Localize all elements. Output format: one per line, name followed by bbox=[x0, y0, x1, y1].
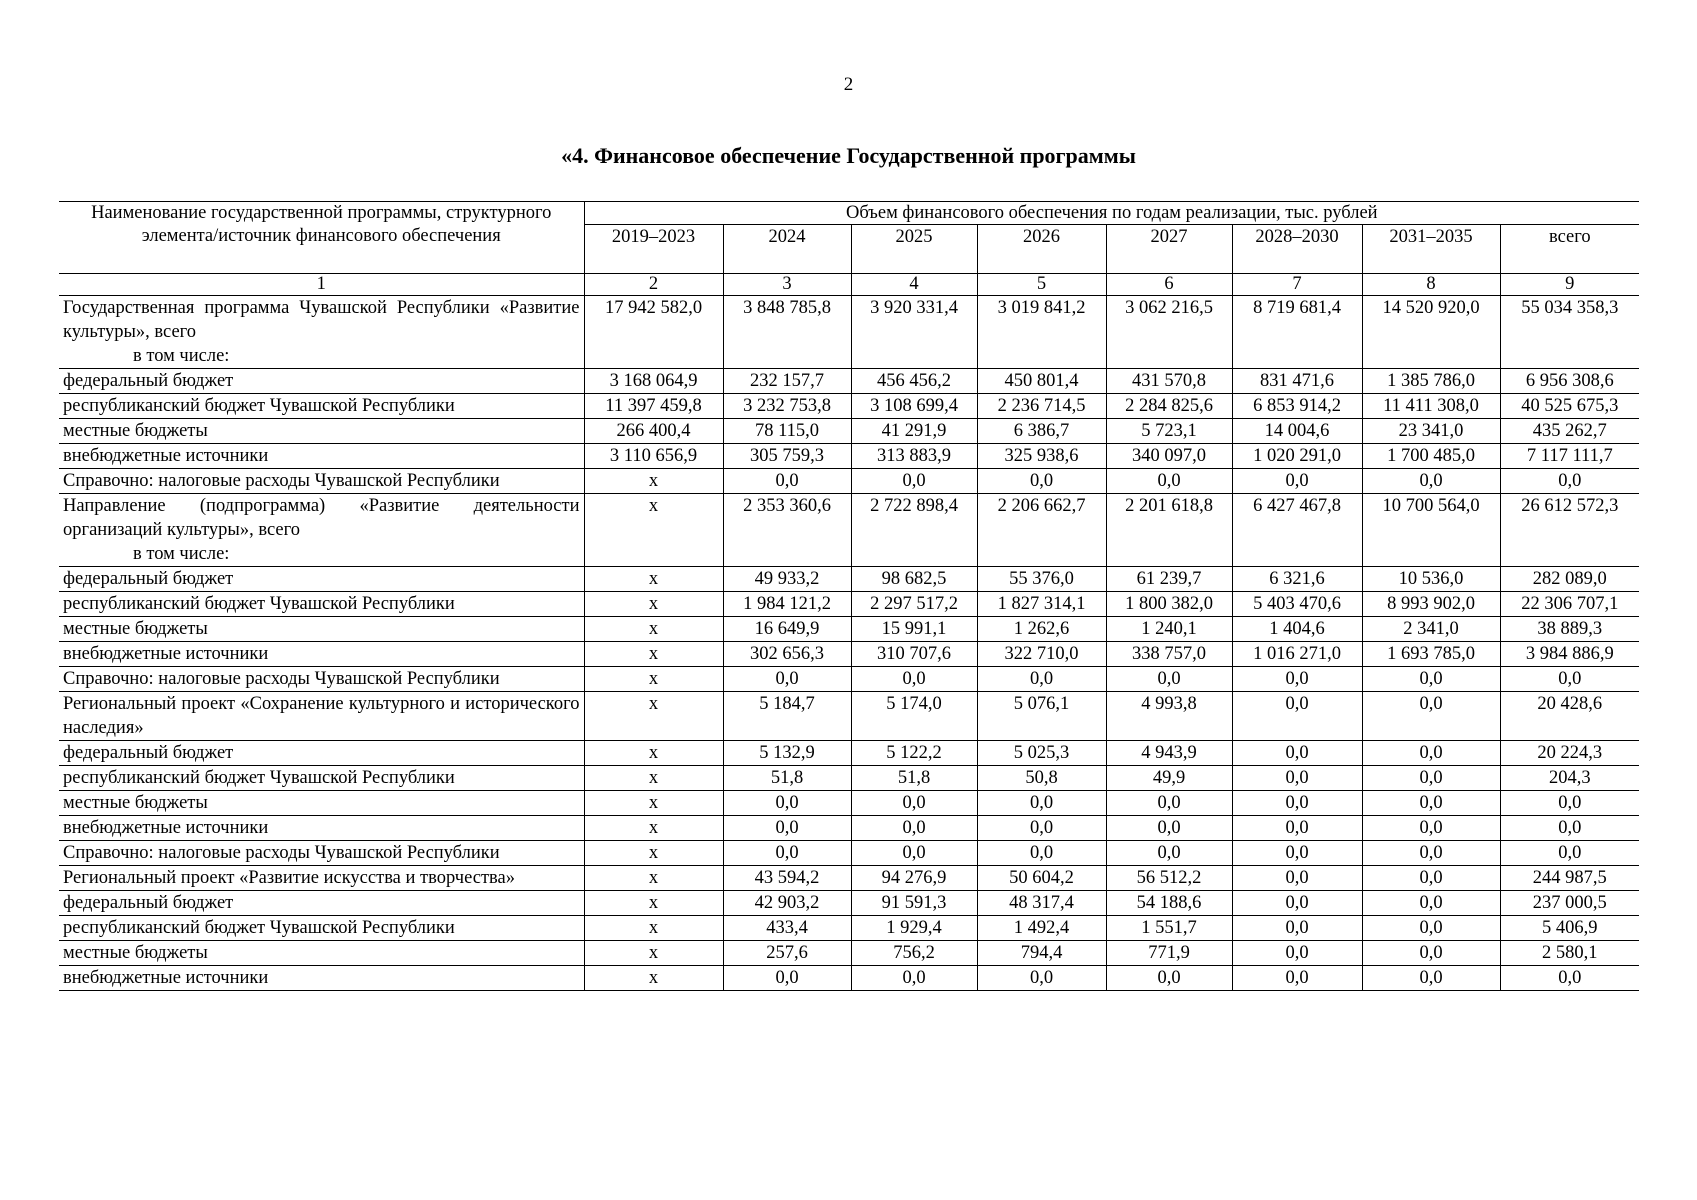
row-name-cell bbox=[59, 866, 584, 891]
row-name-cell bbox=[59, 741, 584, 766]
value-cell: 0,0 bbox=[1500, 841, 1639, 866]
table-row bbox=[59, 419, 1639, 444]
table-row bbox=[59, 941, 1639, 966]
value-cell: 0,0 bbox=[1362, 891, 1500, 916]
value-cell: 0,0 bbox=[723, 841, 851, 866]
column-number-cell: 4 bbox=[851, 274, 977, 296]
row-name: республиканский бюджет Чувашской Республики bbox=[63, 594, 455, 614]
row-name-cell bbox=[59, 494, 584, 567]
value-cell: 0,0 bbox=[1232, 667, 1362, 692]
table-row bbox=[59, 617, 1639, 642]
value-cell: 0,0 bbox=[1362, 916, 1500, 941]
value-cell: 6 427 467,8 bbox=[1232, 494, 1362, 567]
value-cell: 55 034 358,3 bbox=[1500, 296, 1639, 369]
row-name-cell bbox=[59, 444, 584, 469]
value-cell: 1 404,6 bbox=[1232, 617, 1362, 642]
value-cell: 10 536,0 bbox=[1362, 567, 1500, 592]
table-row bbox=[59, 916, 1639, 941]
value-cell: 8 719 681,4 bbox=[1232, 296, 1362, 369]
value-cell: 0,0 bbox=[851, 841, 977, 866]
value-cell: 1 020 291,0 bbox=[1232, 444, 1362, 469]
value-cell: 51,8 bbox=[851, 766, 977, 791]
value-cell: 0,0 bbox=[1500, 667, 1639, 692]
row-name: местные бюджеты bbox=[63, 421, 208, 441]
value-cell: х bbox=[584, 494, 723, 567]
value-cell: 0,0 bbox=[1232, 766, 1362, 791]
row-name-cell bbox=[59, 469, 584, 494]
row-name-cell bbox=[59, 816, 584, 841]
value-cell: 0,0 bbox=[723, 469, 851, 494]
value-cell: 5 132,9 bbox=[723, 741, 851, 766]
value-cell: 0,0 bbox=[1362, 816, 1500, 841]
header-year-cell: 2031–2035 bbox=[1362, 225, 1500, 274]
value-cell: 282 089,0 bbox=[1500, 567, 1639, 592]
value-cell: 40 525 675,3 bbox=[1500, 394, 1639, 419]
value-cell: х bbox=[584, 469, 723, 494]
value-cell: 50 604,2 bbox=[977, 866, 1106, 891]
value-cell: 0,0 bbox=[1362, 692, 1500, 741]
value-cell: 2 236 714,5 bbox=[977, 394, 1106, 419]
value-cell: х bbox=[584, 916, 723, 941]
row-name-cell bbox=[59, 394, 584, 419]
value-cell: 0,0 bbox=[851, 667, 977, 692]
row-name-cell bbox=[59, 592, 584, 617]
value-cell: 1 240,1 bbox=[1106, 617, 1232, 642]
value-cell: 78 115,0 bbox=[723, 419, 851, 444]
value-cell: 0,0 bbox=[977, 667, 1106, 692]
table-row bbox=[59, 592, 1639, 617]
value-cell: 1 551,7 bbox=[1106, 916, 1232, 941]
value-cell: 244 987,5 bbox=[1500, 866, 1639, 891]
row-subtitle: в том числе: bbox=[133, 346, 230, 366]
value-cell: 2 341,0 bbox=[1362, 617, 1500, 642]
value-cell: 15 991,1 bbox=[851, 617, 977, 642]
row-name: республиканский бюджет Чувашской Республики bbox=[63, 396, 455, 416]
value-cell: 54 188,6 bbox=[1106, 891, 1232, 916]
value-cell: 0,0 bbox=[1106, 469, 1232, 494]
table-body bbox=[59, 296, 1639, 991]
value-cell: 0,0 bbox=[1362, 941, 1500, 966]
value-cell: 0,0 bbox=[723, 966, 851, 991]
page-number: 2 bbox=[843, 74, 854, 95]
value-cell: 55 376,0 bbox=[977, 567, 1106, 592]
value-cell: 6 386,7 bbox=[977, 419, 1106, 444]
value-cell: 48 317,4 bbox=[977, 891, 1106, 916]
value-cell: 5 184,7 bbox=[723, 692, 851, 741]
table-row bbox=[59, 741, 1639, 766]
value-cell: 0,0 bbox=[1500, 966, 1639, 991]
row-name: Региональный проект «Развитие искусства и творчества» bbox=[63, 868, 516, 888]
value-cell: 14 520 920,0 bbox=[1362, 296, 1500, 369]
row-name: федеральный бюджет bbox=[63, 569, 234, 589]
table-row bbox=[59, 444, 1639, 469]
value-cell: 26 612 572,3 bbox=[1500, 494, 1639, 567]
row-name-cell bbox=[59, 567, 584, 592]
value-cell: 1 700 485,0 bbox=[1362, 444, 1500, 469]
column-number-cell: 2 bbox=[584, 274, 723, 296]
value-cell: 0,0 bbox=[1500, 816, 1639, 841]
row-name-cell bbox=[59, 766, 584, 791]
row-name: Направление (подпрограмма) «Развитие деятельности организаций культуры», всего bbox=[63, 496, 580, 540]
value-cell: 0,0 bbox=[1106, 791, 1232, 816]
value-cell: 20 224,3 bbox=[1500, 741, 1639, 766]
value-cell: 0,0 bbox=[1232, 891, 1362, 916]
value-cell: 1 492,4 bbox=[977, 916, 1106, 941]
header-year-cell: всего bbox=[1500, 225, 1639, 274]
value-cell: 0,0 bbox=[1232, 469, 1362, 494]
table-row bbox=[59, 296, 1639, 369]
header-year-cell: 2026 bbox=[977, 225, 1106, 274]
row-name: Региональный проект «Сохранение культурного и исторического наследия» bbox=[63, 694, 580, 738]
row-name: внебюджетные источники bbox=[63, 968, 269, 988]
value-cell: 20 428,6 bbox=[1500, 692, 1639, 741]
row-name: внебюджетные источники bbox=[63, 446, 269, 466]
value-cell: 204,3 bbox=[1500, 766, 1639, 791]
row-name-cell bbox=[59, 891, 584, 916]
column-number-row bbox=[59, 274, 1639, 296]
table-row bbox=[59, 816, 1639, 841]
row-name: местные бюджеты bbox=[63, 943, 208, 963]
page-title: «4. Финансовое обеспечение Государственной программы bbox=[561, 143, 1136, 168]
row-name: внебюджетные источники bbox=[63, 644, 269, 664]
value-cell: 0,0 bbox=[1106, 841, 1232, 866]
value-cell: х bbox=[584, 667, 723, 692]
row-name-cell bbox=[59, 692, 584, 741]
value-cell: 433,4 bbox=[723, 916, 851, 941]
value-cell: 6 956 308,6 bbox=[1500, 369, 1639, 394]
table-row bbox=[59, 841, 1639, 866]
row-name-cell bbox=[59, 369, 584, 394]
value-cell: 0,0 bbox=[723, 791, 851, 816]
value-cell: х bbox=[584, 592, 723, 617]
value-cell: 310 707,6 bbox=[851, 642, 977, 667]
value-cell: 3 168 064,9 bbox=[584, 369, 723, 394]
row-name: республиканский бюджет Чувашской Республики bbox=[63, 918, 455, 938]
value-cell: х bbox=[584, 841, 723, 866]
value-cell: 23 341,0 bbox=[1362, 419, 1500, 444]
value-cell: 1 693 785,0 bbox=[1362, 642, 1500, 667]
value-cell: х bbox=[584, 941, 723, 966]
header-row-top bbox=[59, 202, 1639, 225]
value-cell: 0,0 bbox=[1106, 966, 1232, 991]
value-cell: 305 759,3 bbox=[723, 444, 851, 469]
value-cell: х bbox=[584, 766, 723, 791]
value-cell: х bbox=[584, 966, 723, 991]
value-cell: 2 722 898,4 bbox=[851, 494, 977, 567]
value-cell: 2 353 360,6 bbox=[723, 494, 851, 567]
value-cell: 5 122,2 bbox=[851, 741, 977, 766]
table-row bbox=[59, 394, 1639, 419]
value-cell: 17 942 582,0 bbox=[584, 296, 723, 369]
value-cell: 1 827 314,1 bbox=[977, 592, 1106, 617]
value-cell: х bbox=[584, 642, 723, 667]
value-cell: 5 076,1 bbox=[977, 692, 1106, 741]
row-name: местные бюджеты bbox=[63, 619, 208, 639]
value-cell: 2 580,1 bbox=[1500, 941, 1639, 966]
value-cell: 11 411 308,0 bbox=[1362, 394, 1500, 419]
row-name: Справочно: налоговые расходы Чувашской Республики bbox=[63, 669, 500, 689]
row-subtitle: в том числе: bbox=[133, 544, 230, 564]
value-cell: 237 000,5 bbox=[1500, 891, 1639, 916]
value-cell: 14 004,6 bbox=[1232, 419, 1362, 444]
value-cell: 0,0 bbox=[1106, 816, 1232, 841]
value-cell: 43 594,2 bbox=[723, 866, 851, 891]
table-row bbox=[59, 791, 1639, 816]
value-cell: 49,9 bbox=[1106, 766, 1232, 791]
value-cell: 0,0 bbox=[977, 841, 1106, 866]
row-name: Справочно: налоговые расходы Чувашской Республики bbox=[63, 843, 500, 863]
value-cell: 5 025,3 bbox=[977, 741, 1106, 766]
value-cell: 340 097,0 bbox=[1106, 444, 1232, 469]
column-number-cell: 3 bbox=[723, 274, 851, 296]
value-cell: 0,0 bbox=[851, 469, 977, 494]
value-cell: х bbox=[584, 816, 723, 841]
value-cell: 1 929,4 bbox=[851, 916, 977, 941]
value-cell: 0,0 bbox=[977, 966, 1106, 991]
row-name-cell bbox=[59, 941, 584, 966]
header-year-cell: 2027 bbox=[1106, 225, 1232, 274]
value-cell: 0,0 bbox=[1232, 791, 1362, 816]
value-cell: 3 848 785,8 bbox=[723, 296, 851, 369]
value-cell: 831 471,6 bbox=[1232, 369, 1362, 394]
table-row bbox=[59, 692, 1639, 741]
row-name-cell bbox=[59, 419, 584, 444]
value-cell: 2 206 662,7 bbox=[977, 494, 1106, 567]
header-year-cell: 2024 bbox=[723, 225, 851, 274]
value-cell: 61 239,7 bbox=[1106, 567, 1232, 592]
row-name-cell bbox=[59, 642, 584, 667]
row-name-cell bbox=[59, 296, 584, 369]
value-cell: х bbox=[584, 617, 723, 642]
row-name: республиканский бюджет Чувашской Республики bbox=[63, 768, 455, 788]
row-name: федеральный бюджет bbox=[63, 743, 234, 763]
value-cell: 0,0 bbox=[1232, 916, 1362, 941]
value-cell: 0,0 bbox=[1232, 841, 1362, 866]
value-cell: 794,4 bbox=[977, 941, 1106, 966]
row-name: Государственная программа Чувашской Республики «Развитие культуры», всего bbox=[63, 298, 580, 342]
value-cell: 42 903,2 bbox=[723, 891, 851, 916]
value-cell: х bbox=[584, 741, 723, 766]
table-row bbox=[59, 667, 1639, 692]
value-cell: 0,0 bbox=[851, 816, 977, 841]
column-number-cell: 7 bbox=[1232, 274, 1362, 296]
header-year-cell: 2028–2030 bbox=[1232, 225, 1362, 274]
value-cell: 0,0 bbox=[723, 816, 851, 841]
value-cell: 38 889,3 bbox=[1500, 617, 1639, 642]
table-row bbox=[59, 966, 1639, 991]
value-cell: 10 700 564,0 bbox=[1362, 494, 1500, 567]
value-cell: 0,0 bbox=[851, 966, 977, 991]
value-cell: 0,0 bbox=[1362, 866, 1500, 891]
value-cell: х bbox=[584, 866, 723, 891]
value-cell: 3 920 331,4 bbox=[851, 296, 977, 369]
value-cell: 0,0 bbox=[977, 469, 1106, 494]
value-cell: х bbox=[584, 791, 723, 816]
table-row bbox=[59, 642, 1639, 667]
value-cell: х bbox=[584, 567, 723, 592]
value-cell: 98 682,5 bbox=[851, 567, 977, 592]
value-cell: 2 297 517,2 bbox=[851, 592, 977, 617]
value-cell: 3 984 886,9 bbox=[1500, 642, 1639, 667]
value-cell: 3 108 699,4 bbox=[851, 394, 977, 419]
header-name-cell: Наименование государственной программы, структурного элемента/источник финансового обеспечения bbox=[59, 202, 584, 274]
value-cell: 91 591,3 bbox=[851, 891, 977, 916]
value-cell: 257,6 bbox=[723, 941, 851, 966]
value-cell: 3 019 841,2 bbox=[977, 296, 1106, 369]
value-cell: 22 306 707,1 bbox=[1500, 592, 1639, 617]
value-cell: 0,0 bbox=[1232, 941, 1362, 966]
value-cell: 338 757,0 bbox=[1106, 642, 1232, 667]
row-name-cell bbox=[59, 667, 584, 692]
value-cell: 2 284 825,6 bbox=[1106, 394, 1232, 419]
value-cell: 0,0 bbox=[1232, 741, 1362, 766]
value-cell: 11 397 459,8 bbox=[584, 394, 723, 419]
row-name: местные бюджеты bbox=[63, 793, 208, 813]
value-cell: 435 262,7 bbox=[1500, 419, 1639, 444]
value-cell: 0,0 bbox=[1362, 741, 1500, 766]
value-cell: 0,0 bbox=[1232, 692, 1362, 741]
table-row bbox=[59, 866, 1639, 891]
table-row bbox=[59, 567, 1639, 592]
value-cell: 7 117 111,7 bbox=[1500, 444, 1639, 469]
column-number-cell: 8 bbox=[1362, 274, 1500, 296]
value-cell: 8 993 902,0 bbox=[1362, 592, 1500, 617]
value-cell: 3 062 216,5 bbox=[1106, 296, 1232, 369]
value-cell: 0,0 bbox=[1232, 866, 1362, 891]
column-number-cell: 1 bbox=[59, 274, 584, 296]
column-number-cell: 6 bbox=[1106, 274, 1232, 296]
column-number-cell: 9 bbox=[1500, 274, 1639, 296]
value-cell: 0,0 bbox=[723, 667, 851, 692]
value-cell: 1 385 786,0 bbox=[1362, 369, 1500, 394]
value-cell: 94 276,9 bbox=[851, 866, 977, 891]
value-cell: 3 232 753,8 bbox=[723, 394, 851, 419]
value-cell: х bbox=[584, 891, 723, 916]
value-cell: 0,0 bbox=[1362, 841, 1500, 866]
value-cell: 0,0 bbox=[1362, 469, 1500, 494]
value-cell: 5 403 470,6 bbox=[1232, 592, 1362, 617]
value-cell: 0,0 bbox=[1232, 816, 1362, 841]
header-year-cell: 2019–2023 bbox=[584, 225, 723, 274]
value-cell: 2 201 618,8 bbox=[1106, 494, 1232, 567]
value-cell: 0,0 bbox=[1362, 766, 1500, 791]
value-cell: 325 938,6 bbox=[977, 444, 1106, 469]
financing-table bbox=[59, 201, 1639, 991]
value-cell: 756,2 bbox=[851, 941, 977, 966]
value-cell: 5 723,1 bbox=[1106, 419, 1232, 444]
column-number-cell: 5 bbox=[977, 274, 1106, 296]
value-cell: 322 710,0 bbox=[977, 642, 1106, 667]
value-cell: 6 321,6 bbox=[1232, 567, 1362, 592]
value-cell: х bbox=[584, 692, 723, 741]
value-cell: 450 801,4 bbox=[977, 369, 1106, 394]
value-cell: 771,9 bbox=[1106, 941, 1232, 966]
table-row bbox=[59, 494, 1639, 567]
row-name-cell bbox=[59, 617, 584, 642]
value-cell: 56 512,2 bbox=[1106, 866, 1232, 891]
row-name-cell bbox=[59, 841, 584, 866]
value-cell: 313 883,9 bbox=[851, 444, 977, 469]
value-cell: 0,0 bbox=[851, 791, 977, 816]
value-cell: 266 400,4 bbox=[584, 419, 723, 444]
value-cell: 1 016 271,0 bbox=[1232, 642, 1362, 667]
value-cell: 431 570,8 bbox=[1106, 369, 1232, 394]
row-name: федеральный бюджет bbox=[63, 371, 234, 391]
value-cell: 0,0 bbox=[1106, 667, 1232, 692]
row-name-cell bbox=[59, 966, 584, 991]
value-cell: 232 157,7 bbox=[723, 369, 851, 394]
value-cell: 0,0 bbox=[1500, 469, 1639, 494]
value-cell: 0,0 bbox=[1500, 791, 1639, 816]
value-cell: 6 853 914,2 bbox=[1232, 394, 1362, 419]
table-row bbox=[59, 766, 1639, 791]
table-row bbox=[59, 891, 1639, 916]
value-cell: 0,0 bbox=[1362, 667, 1500, 692]
value-cell: 0,0 bbox=[1362, 966, 1500, 991]
value-cell: 0,0 bbox=[977, 816, 1106, 841]
value-cell: 1 800 382,0 bbox=[1106, 592, 1232, 617]
value-cell: 1 262,6 bbox=[977, 617, 1106, 642]
value-cell: 456 456,2 bbox=[851, 369, 977, 394]
row-name: Справочно: налоговые расходы Чувашской Республики bbox=[63, 471, 500, 491]
header-volume-cell: Объем финансового обеспечения по годам реализации, тыс. рублей bbox=[584, 202, 1639, 225]
value-cell: 50,8 bbox=[977, 766, 1106, 791]
value-cell: 3 110 656,9 bbox=[584, 444, 723, 469]
value-cell: 302 656,3 bbox=[723, 642, 851, 667]
row-name: внебюджетные источники bbox=[63, 818, 269, 838]
table-row bbox=[59, 369, 1639, 394]
value-cell: 5 174,0 bbox=[851, 692, 977, 741]
row-name: федеральный бюджет bbox=[63, 893, 234, 913]
value-cell: 0,0 bbox=[1362, 791, 1500, 816]
value-cell: 1 984 121,2 bbox=[723, 592, 851, 617]
value-cell: 0,0 bbox=[977, 791, 1106, 816]
value-cell: 16 649,9 bbox=[723, 617, 851, 642]
value-cell: 5 406,9 bbox=[1500, 916, 1639, 941]
value-cell: 51,8 bbox=[723, 766, 851, 791]
table-row bbox=[59, 469, 1639, 494]
header-year-cell: 2025 bbox=[851, 225, 977, 274]
value-cell: 49 933,2 bbox=[723, 567, 851, 592]
value-cell: 4 993,8 bbox=[1106, 692, 1232, 741]
row-name-cell bbox=[59, 791, 584, 816]
row-name-cell bbox=[59, 916, 584, 941]
value-cell: 41 291,9 bbox=[851, 419, 977, 444]
value-cell: 4 943,9 bbox=[1106, 741, 1232, 766]
value-cell: 0,0 bbox=[1232, 966, 1362, 991]
